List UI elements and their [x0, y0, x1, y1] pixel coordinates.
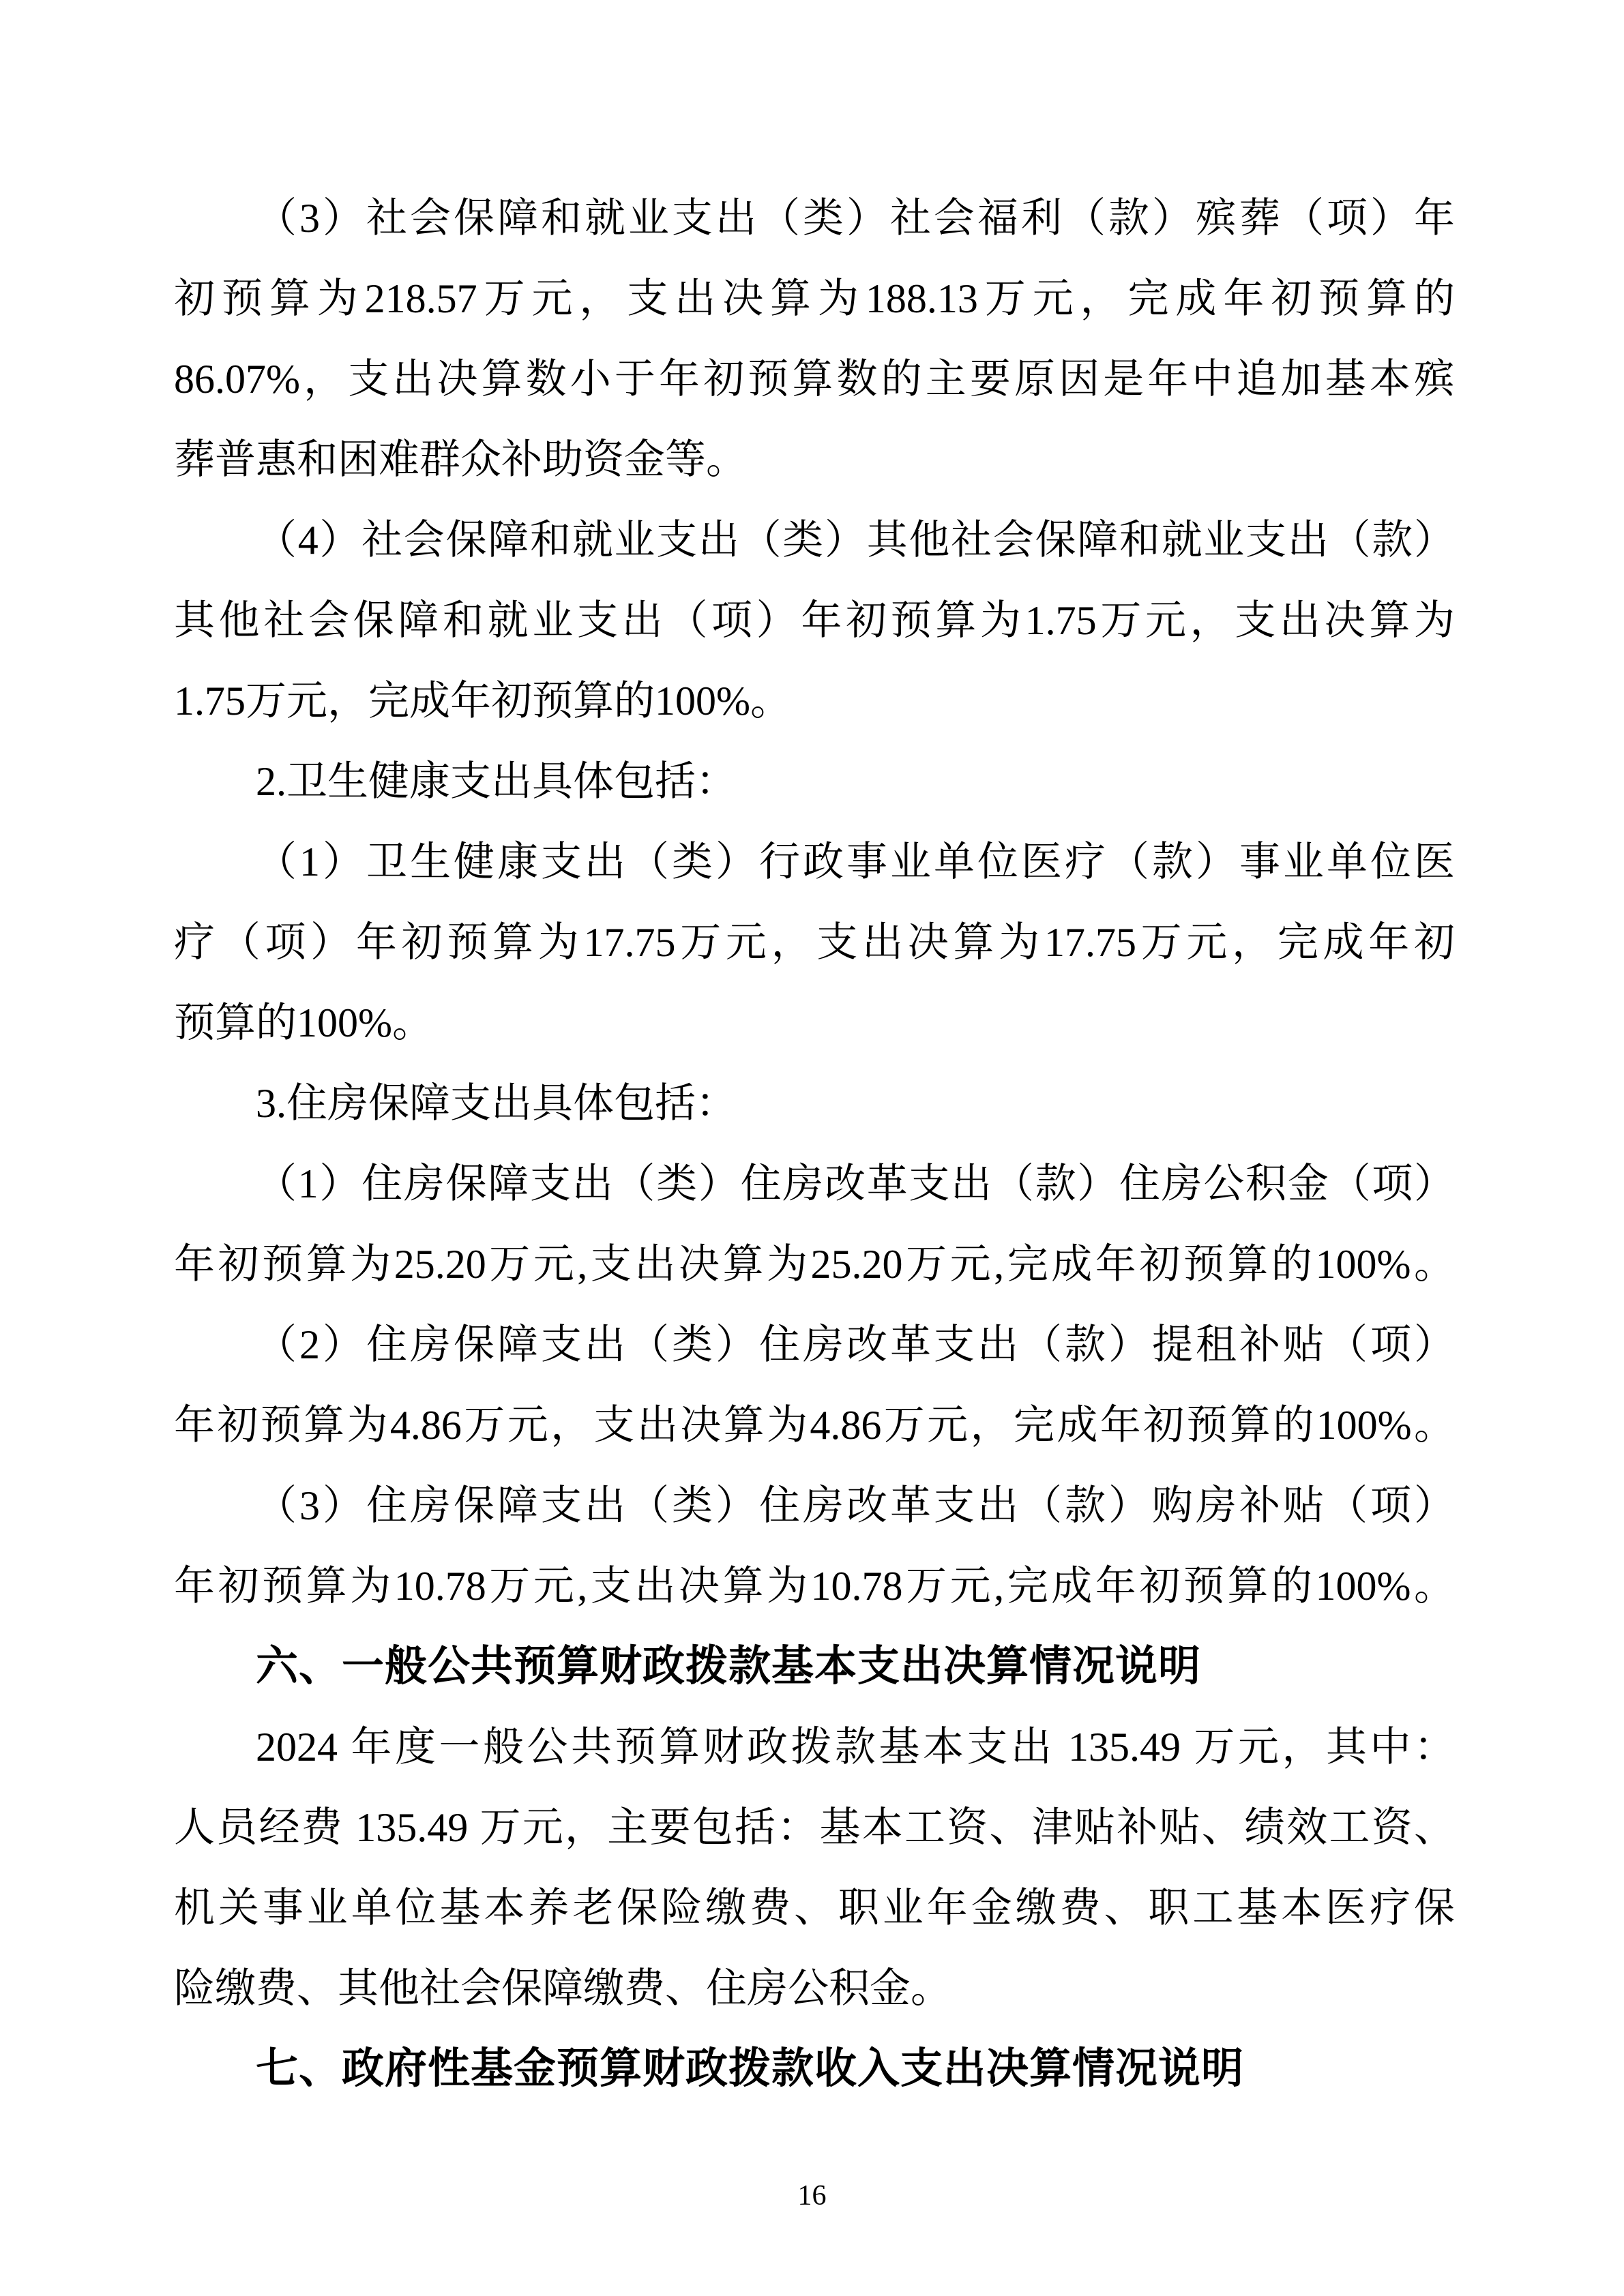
- body-line: 预算的100%。: [174, 1000, 433, 1045]
- body-line: 年初预算为4.86万元，支出决算为4.86万元，完成年初预算的100%。: [174, 1403, 1455, 1448]
- body-line: 年初预算为10.78万元,支出决算为10.78万元,完成年初预算的100%。: [174, 1564, 1455, 1609]
- body-line: （4）社会保障和就业支出（类）其他社会保障和就业支出（款）: [256, 518, 1455, 563]
- body-line: （3）社会保障和就业支出（类）社会福利（款）殡葬（项）年: [256, 196, 1455, 241]
- body-line: 初预算为218.57万元，支出决算为188.13万元，完成年初预算的: [174, 276, 1455, 321]
- body-line: 葬普惠和困难群众补助资金等。: [174, 437, 747, 482]
- body-line: （1）卫生健康支出（类）行政事业单位医疗（款）事业单位医: [256, 839, 1455, 884]
- body-line: 疗（项）年初预算为17.75万元，支出决算为17.75万元，完成年初: [174, 920, 1455, 965]
- body-line: 86.07%，支出决算数小于年初预算数的主要原因是年中追加基本殡: [174, 357, 1455, 402]
- body-line: 3.住房保障支出具体包括：: [256, 1081, 737, 1126]
- section-heading-7: 七、政府性基金预算财政拨款收入支出决算情况说明: [256, 2045, 1245, 2092]
- section-heading-6: 六、一般公共预算财政拨款基本支出决算情况说明: [256, 1643, 1202, 1690]
- body-line: 险缴费、其他社会保障缴费、住房公积金。: [174, 1966, 951, 2011]
- body-line: （2）住房保障支出（类）住房改革支出（款）提租补贴（项）: [256, 1322, 1455, 1367]
- page-number: 16: [797, 2180, 827, 2211]
- body-line: 人员经费 135.49 万元，主要包括：基本工资、津贴补贴、绩效工资、: [174, 1805, 1455, 1850]
- body-line: （1）住房保障支出（类）住房改革支出（款）住房公积金（项）: [256, 1161, 1455, 1206]
- body-line: 2.卫生健康支出具体包括：: [256, 759, 737, 804]
- body-line: 年初预算为25.20万元,支出决算为25.20万元,完成年初预算的100%。: [174, 1242, 1455, 1287]
- body-line: 其他社会保障和就业支出（项）年初预算为1.75万元，支出决算为: [174, 598, 1455, 643]
- body-line: （3）住房保障支出（类）住房改革支出（款）购房补贴（项）: [256, 1483, 1455, 1528]
- body-line: 2024 年度一般公共预算财政拨款基本支出 135.49 万元，其中：: [256, 1725, 1455, 1770]
- body-line: 1.75万元，完成年初预算的100%。: [174, 679, 791, 724]
- body-line: 机关事业单位基本养老保险缴费、职业年金缴费、职工基本医疗保: [174, 1885, 1455, 1930]
- document-body: [174, 178, 1455, 2109]
